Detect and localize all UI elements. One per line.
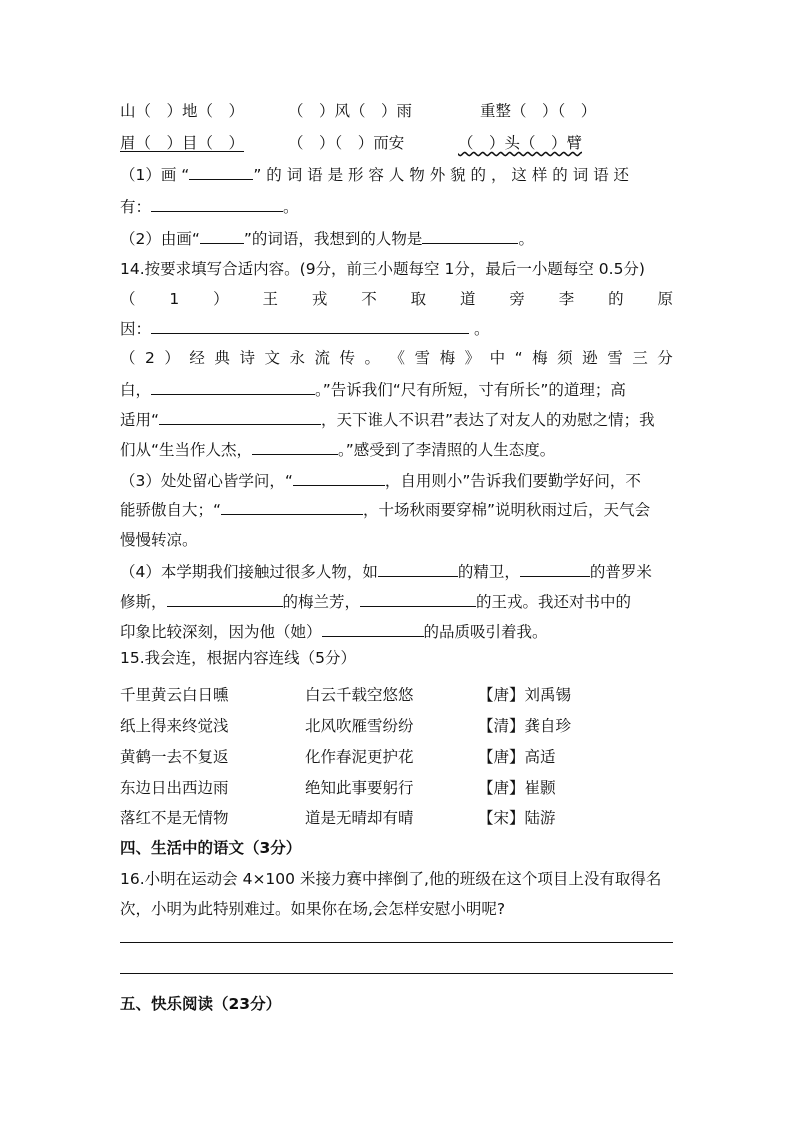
blank[interactable] [167, 591, 283, 607]
poet[interactable]: 【唐】崔颢 [478, 779, 556, 797]
q13-row1 [120, 101, 597, 121]
section-4-title: 四、生活中的语文（3分） [120, 839, 302, 857]
poem-line-b[interactable]: 道是无晴却有晴 [305, 809, 414, 827]
blank[interactable] [221, 499, 363, 515]
q14-s3-line2: 能骄傲自大；“ ，十场秋雨要穿棉”说明秋雨过后，天气会 [120, 501, 651, 519]
q14-s1-line2: 因： 。 [120, 320, 490, 338]
blank[interactable] [322, 621, 424, 637]
idiom-a-underlined: 眉（ ）目（ ） [120, 134, 245, 152]
poem-line-a[interactable]: 纸上得来终觉浅 [120, 717, 229, 735]
answer-line[interactable] [120, 973, 673, 974]
idiom-b: （ ）风（ ）雨 [288, 102, 413, 120]
poem-line-b[interactable]: 北风吹雁雪纷纷 [305, 717, 414, 735]
blank[interactable] [151, 379, 315, 395]
blank[interactable] [151, 318, 469, 334]
idiom-a: 山（ ）地（ ） [120, 102, 245, 120]
q16-line1: 16.小明在运动会 4×100 米接力赛中摔倒了,他的班级在这个项目上没有取得名 [120, 870, 662, 888]
q14-s1-line1: （ 1 ） 王 戎 不 取 道 旁 李 的 原 [120, 290, 673, 308]
idiom-c: 重整（ ）（ ） [480, 102, 597, 120]
poem-line-a[interactable]: 落红不是无情物 [120, 809, 229, 827]
idiom-c-wavy: （ ）头（ ）臂 [458, 134, 583, 152]
blank[interactable] [159, 409, 321, 425]
q14-s2-line1: （ 2 ） 经 典 诗 文 永 流 传 。 《 雪 梅 》 中 “ 梅 须 逊 雪 三 分 [120, 349, 673, 367]
blank[interactable] [293, 470, 385, 486]
blank[interactable] [252, 439, 338, 455]
poem-line-a[interactable]: 东边日出西边雨 [120, 779, 229, 797]
q13-p1-line2: 有： 。 [120, 198, 299, 216]
q14-title: 14.按要求填写合适内容。(9分，前三小题每空 1分，最后一小题每空 0.5分) [120, 260, 645, 278]
q14-s4-line2: 修斯， 的梅兰芳， 的王戎。我还对书中的 [120, 593, 632, 611]
q14-s3-line1: （3）处处留心皆学问，“ ，自用则小”告诉我们要勤学好问，不 [120, 472, 641, 490]
poem-line-b[interactable]: 化作春泥更护花 [305, 748, 414, 766]
idiom-b: （ ）（ ）而安 [288, 134, 405, 152]
poem-line-b[interactable]: 白云千载空悠悠 [305, 686, 414, 704]
q15-title: 15.我会连，根据内容连线（5分） [120, 649, 357, 667]
blank[interactable] [422, 228, 518, 244]
poet[interactable]: 【清】龚自珍 [478, 717, 572, 735]
q13-row2 [120, 133, 583, 153]
q13-p2: （2）由画“ ”的词语，我想到的人物是 。 [120, 230, 534, 248]
poet[interactable]: 【唐】高适 [478, 748, 556, 766]
q14-s4-line3: 印象比较深刻，因为他（她） 的品质吸引着我。 [120, 623, 548, 641]
q14-s2-line3: 适用“ ，天下谁人不识君”表达了对友人的劝慰之情；我 [120, 411, 655, 429]
answer-line[interactable] [120, 942, 673, 943]
q14-s2-line4: 们从“生当作人杰， 。”感受到了李清照的人生态度。 [120, 441, 556, 459]
section-5-title: 五、快乐阅读（23分） [120, 995, 282, 1013]
blank[interactable] [360, 591, 476, 607]
blank[interactable] [151, 196, 283, 212]
q14-s3-line3: 慢慢转凉。 [120, 531, 198, 549]
poet[interactable]: 【唐】刘禹锡 [478, 686, 572, 704]
poem-line-a[interactable]: 黄鹤一去不复返 [120, 748, 229, 766]
q14-s2-line2: 白， 。”告诉我们“尺有所短，寸有所长”的道理；高 [120, 381, 626, 399]
q13-p1-line1: （1）画 “ ” 的 词 语 是 形 容 人 物 外 貌 的 ， 这 样 的 词 语 还 [120, 166, 630, 184]
blank[interactable] [378, 561, 458, 577]
poet[interactable]: 【宋】陆游 [478, 809, 556, 827]
q16-line2: 次，小明为此特别难过。如果你在场,会怎样安慰小明呢? [120, 900, 506, 918]
poem-line-a[interactable]: 千里黄云白日曛 [120, 686, 229, 704]
blank[interactable] [520, 561, 590, 577]
blank[interactable] [189, 164, 253, 180]
q14-s4-line1: （4）本学期我们接触过很多人物，如 的精卫， 的普罗米 [120, 563, 652, 581]
poem-line-b[interactable]: 绝知此事要躬行 [305, 779, 414, 797]
blank[interactable] [200, 228, 244, 244]
